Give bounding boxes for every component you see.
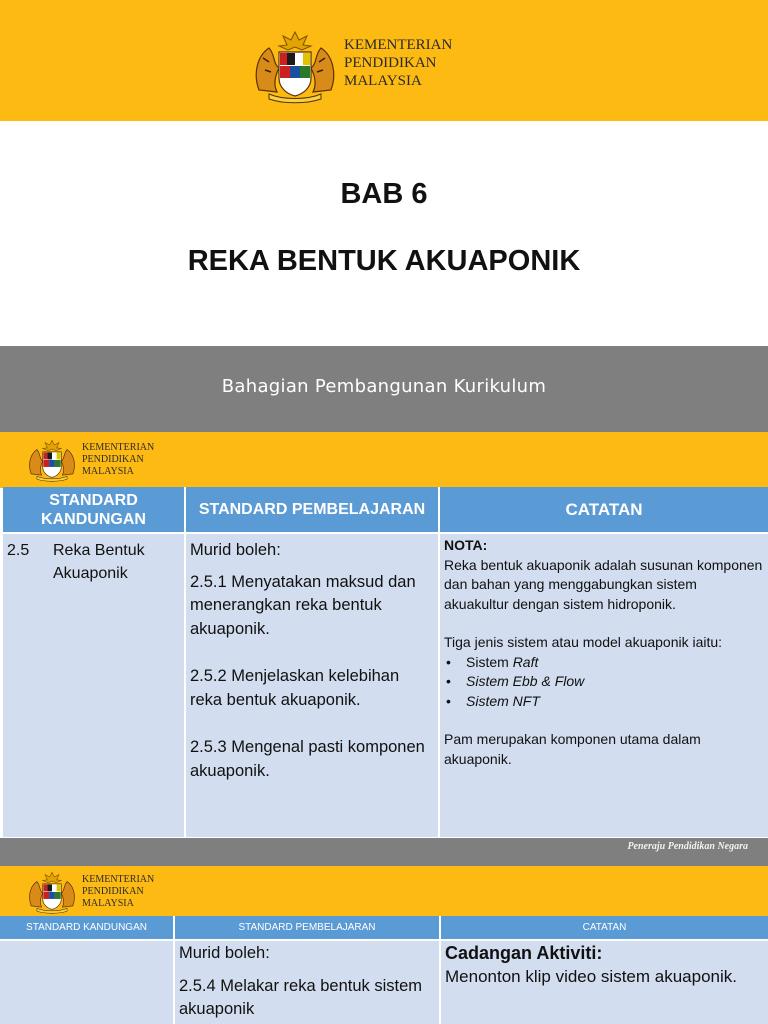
nota-label: NOTA: [444, 537, 488, 553]
nota-paragraph-1: Reka bentuk akuaponik adalah susunan komponen dan bahan yang menggabungkan sistem akuakultur dengan sistem hidroponik. [444, 556, 763, 612]
pembelajaran-item-2: 2.5.2 Menjelaskan kelebihan reka bentuk akuaponik. [190, 667, 400, 709]
cell-kandungan [0, 940, 174, 1024]
standards-table [3, 487, 768, 837]
logo-line-pendidikan: PENDIDIKAN [344, 55, 437, 71]
chapter-title: REKA BENTUK AKUAPONIK [187, 245, 581, 277]
footer-slogan: Peneraju Pendidikan Negara [627, 841, 748, 852]
list-item-italic: Sistem Ebb & Flow [466, 673, 585, 689]
pembelajaran-intro: Murid boleh: [179, 944, 270, 962]
cell-catatan [439, 533, 768, 837]
ministry-logo-text [82, 874, 154, 910]
cell-kandungan [3, 533, 185, 837]
coat-of-arms-icon [24, 438, 80, 482]
cell-pembelajaran [185, 533, 439, 837]
logo-line-kementerian: KEMENTERIAN [344, 37, 453, 53]
ministry-logo-text [344, 36, 452, 90]
logo-line-pendidikan: PENDIDIKAN [82, 886, 144, 897]
list-item-prefix: Sistem [466, 653, 513, 670]
list-item [444, 672, 764, 692]
pembelajaran-item-3: 2.5.3 Mengenal pasti komponen akuaponik. [190, 738, 425, 780]
cell-pembelajaran [174, 940, 440, 1024]
pembelajaran-item-4: 2.5.4 Melakar reka bentuk sistem akuaponik [179, 976, 423, 1018]
chapter-number: BAB 6 [340, 178, 428, 210]
kandungan-number: 2.5 [7, 542, 30, 559]
header-standard-kandungan: STANDARD KANDUNGAN [3, 487, 185, 533]
activity-heading: Cadangan Aktiviti: [445, 943, 603, 963]
logo-line-kementerian: KEMENTERIAN [82, 442, 155, 453]
logo-line-pendidikan: PENDIDIKAN [82, 454, 144, 465]
header-catatan: CATATAN [440, 916, 768, 940]
title-area [0, 121, 768, 346]
coat-of-arms-icon [24, 870, 80, 914]
header-standard-pembelajaran: STANDARD PEMBELAJARAN [185, 487, 439, 533]
header-standard-pembelajaran: STANDARD PEMBELAJARAN [174, 916, 440, 940]
pembelajaran-intro: Murid boleh: [190, 541, 281, 559]
header-standard-kandungan: STANDARD KANDUNGAN [0, 916, 174, 940]
list-item [444, 692, 764, 712]
list-item-italic: Sistem NFT [466, 692, 540, 709]
banner-title: Bahagian Pembangunan Kurikulum [221, 376, 547, 397]
kandungan-text [43, 539, 145, 585]
nota-paragraph-2: Tiga jenis sistem atau model akuaponik iaitu: [444, 634, 723, 650]
ministry-logo-text [82, 442, 154, 478]
cell-catatan [440, 940, 768, 1024]
header-catatan: CATATAN [439, 487, 768, 533]
kandungan-text-line1: Reka Bentuk [53, 542, 145, 559]
logo-line-malaysia: MALAYSIA [82, 466, 134, 477]
list-item [444, 653, 764, 673]
coat-of-arms-icon [249, 28, 341, 104]
list-item-italic: Raft [512, 653, 539, 670]
logo-line-malaysia: MALAYSIA [82, 898, 134, 909]
activities-table [0, 916, 768, 1024]
activity-text: Menonton klip video sistem akuaponik. [445, 967, 737, 986]
nota-paragraph-3: Pam merupakan komponen utama dalam akuaponik. [444, 731, 701, 767]
pembelajaran-item-1: 2.5.1 Menyatakan maksud dan menerangkan reka bentuk akuaponik. [190, 572, 416, 638]
logo-line-kementerian: KEMENTERIAN [82, 874, 155, 885]
logo-line-malaysia: MALAYSIA [344, 73, 422, 89]
kandungan-text-line2: Akuaponik [53, 565, 128, 582]
system-list [444, 653, 764, 712]
